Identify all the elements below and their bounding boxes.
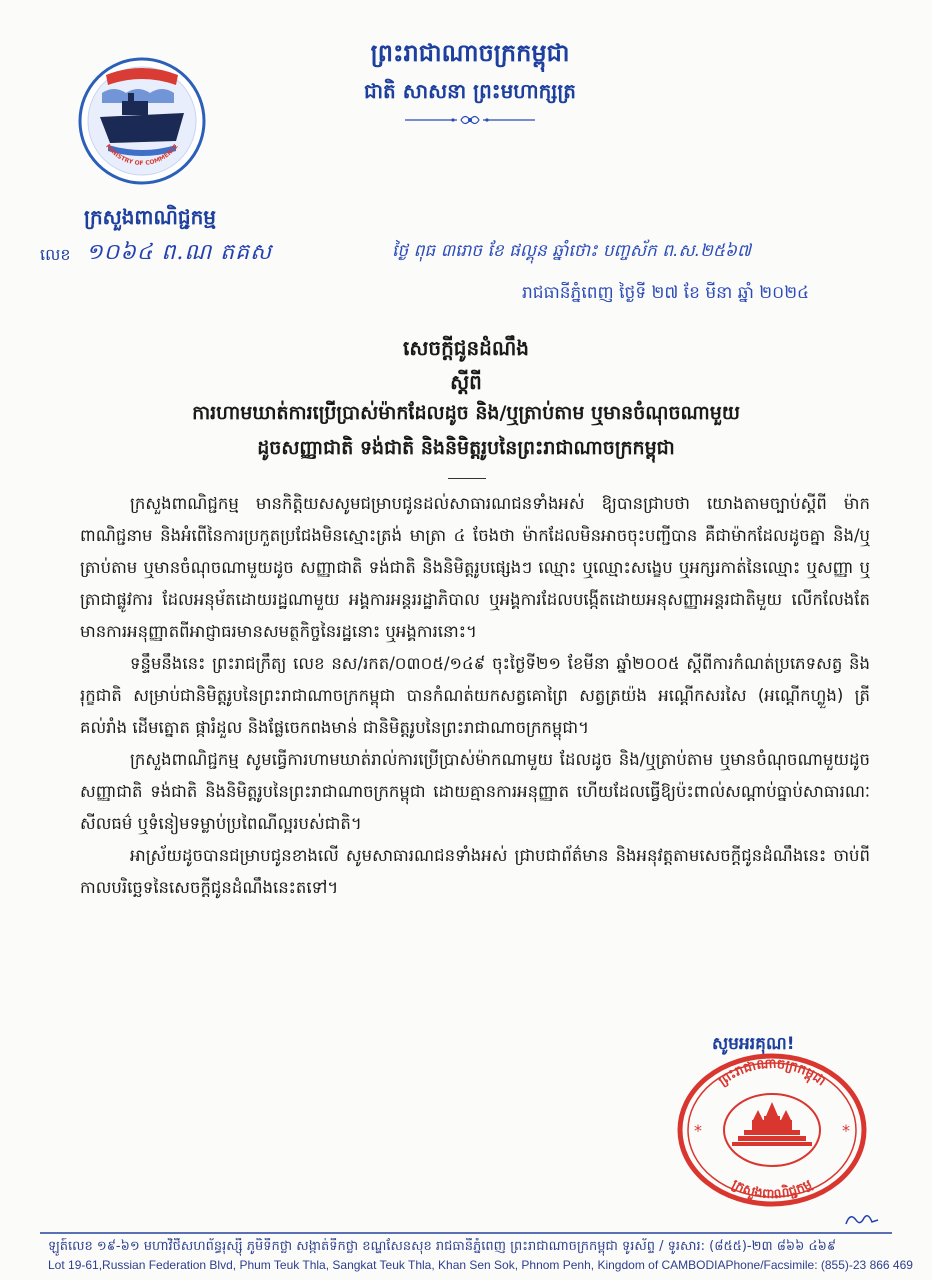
body-paragraph: ទន្ទឹមនឹងនេះ ព្រះរាជក្រឹត្យ លេខ នស/រកត/០៣០៥/១៤៩ ចុះថ្ងៃទី២១ ខែមីនា ឆ្នាំ២០០៥ ស្តីពីការកំណត់ប្រភេទសត្វ និង រុក្ខជាតិ សម្រាប់ជានិមិត្តរូបនៃព្រះរាជាណាចក្រកម្ពុជា បានកំណត់យកសត្វគោព្រៃ សត្វត្រយ៉ង អណ្តើកសរសៃ (អណ្តើកហ្លួង) ត្រីគល់រាំង ដើមត្នោត ផ្ការំដួល និងផ្លែចេកពងមាន់ ជានិមិត្តរូបនៃព្រះរាជាណាចក្រកម្ពុជា។	[80, 654, 870, 737]
lunar-date: ថ្ងៃ ពុធ ៣រោច ខែ ផល្គុន ឆ្នាំថោះ បញ្ចស័ក ព.ស.២៥៦៧	[392, 241, 751, 261]
body-paragraph: ក្រសួងពាណិជ្ជកម្ម សូមធ្វើការហាមឃាត់រាល់ការប្រើប្រាស់ម៉ាកណាមួយ ដែលដូច និង/ឬត្រាប់តាម ឬមានចំណុចណាមួយដូចសញ្ញាជាតិ ទង់ជាតិ និងនិមិត្តរូបនៃព្រះរាជាណាចក្រកម្ពុជា ដោយគ្មានការអនុញ្ញាត ហើយដែលធ្វើឱ្យប៉ះពាល់សណ្តាប់ធ្នាប់សាធារណៈ សីលធម៌ ឬទំនៀមទម្លាប់ប្រពៃណីល្អរបស់ជាតិ។	[80, 750, 870, 833]
body-paragraph: អាស្រ័យដូចបានជម្រាបជូនខាងលើ សូមសាធារណជនទាំងអស់ ជ្រាបជាព័ត៌មាន និងអនុវត្តតាមសេចក្តីជូនដំណឹងនេះ ចាប់ពីកាលបរិច្ឆេទនៃសេចក្តីជូនដំណឹងនេះតទៅ។	[80, 846, 870, 897]
header-ornament-icon	[405, 112, 535, 128]
footer-address-english: Lot 19-61,Russian Federation Blvd, Phum Teuk Thla, Sangkat Teuk Thla, Khan Sen Sok, Phnom Penh, Kingdom of CAMBODIA	[48, 1258, 726, 1272]
seal-bottom-text: ក្រសួងពាណិជ្ជកម្ម	[729, 1177, 815, 1203]
ministry-logo-icon	[76, 55, 208, 187]
body-paragraph: ក្រសួងពាណិជ្ជកម្ម មានកិត្តិយសសូមជម្រាបជូនដល់សាធារណជនទាំងអស់ ឱ្យបានជ្រាបថា យោងតាមច្បាប់ស្តីពី ម៉ាក ពាណិជ្ជនាម និងអំពើនៃការប្រកួតប្រជែងមិនស្មោះត្រង់ មាត្រា ៤ ចែងថា ម៉ាកដែលមិនអាចចុះបញ្ជីបាន គឺជាម៉ាកដែលដូចគ្នា និង/ឬ ត្រាប់តាម ឬមានចំណុចណាមួយដូច សញ្ញាជាតិ ទង់ជាតិ និងនិមិត្តរូបផ្សេងៗ ឈ្មោះ ឬឈ្មោះសង្ខេប ឬអក្សរកាត់នៃឈ្មោះ ឬសញ្ញា ឬត្រាជាផ្លូវការ ដែលអនុម័តដោយរដ្ឋណាមួយ អង្គការអន្តររដ្ឋាភិបាល ឬអង្គការដែលបង្កើតដោយអនុសញ្ញាអន្តរជាតិមួយ លើកលែងតែមានការអនុញ្ញាតពីអាជ្ញាធរមានសមត្ថកិច្ចនៃរដ្ឋនោះ ឬអង្គការនោះ។	[80, 494, 870, 641]
svg-text:*: *	[842, 1121, 850, 1140]
reference-number: ១០៦៤ ព.ណ តគស	[86, 240, 273, 265]
subject-line-1: ការហាមឃាត់ការប្រើប្រាស់ម៉ាកដែលដូច និង/ឬត្រាប់តាម ឬមានចំណុចណាមួយ	[192, 402, 740, 424]
seal-top-text: ព្រះរាជាណាចក្រកម្ពុជា	[715, 1056, 829, 1090]
title-divider	[448, 478, 486, 479]
subject-line-2: ដូចសញ្ញាជាតិ ទង់ជាតិ និងនិមិត្តរូបនៃព្រះរាជាណាចក្រកម្ពុជា	[257, 437, 675, 459]
kingdom-title: ព្រះរាជាណាចក្រកម្ពុជា	[370, 39, 570, 67]
notice-about: ស្តីពី	[450, 370, 482, 394]
signoff: សូមអរគុណ!	[712, 1034, 795, 1054]
footer-address-english-row	[48, 1258, 913, 1272]
svg-text:*: *	[694, 1121, 702, 1140]
logo-caption: MINISTRY OF COMMERCE	[104, 143, 180, 168]
footer-divider	[40, 1232, 892, 1234]
national-motto: ជាតិ សាសនា ព្រះមហាក្សត្រ	[364, 79, 576, 103]
footer-address-khmer: ឡូត៍លេខ ១៩-៦១ មហាវិថីសហព័ន្ធរុស្ស៊ី ភូមិទឹកថ្លា សង្កាត់ទឹកថ្លា ខណ្ឌសែនសុខ រាជធានីភ្នំពេញ ព្រះរាជាណាចក្រកម្ពុជា ទូរស័ព្ទ / ទូរសារ: (៨៥៥)-២៣ ៨៦៦ ៤៦៩	[48, 1239, 837, 1254]
handwritten-initials-icon	[842, 1210, 882, 1230]
civil-date: រាជធានីភ្នំពេញ ថ្ងៃទី ២៧ ខែ មីនា ឆ្នាំ ២០២៤	[522, 283, 810, 303]
notice-title: សេចក្តីជូនដំណឹង	[403, 336, 529, 360]
reference-label: លេខ	[40, 245, 71, 264]
notice-body	[80, 488, 870, 904]
ministry-name: ក្រសួងពាណិជ្ជកម្ម	[84, 205, 216, 229]
footer-phone: Phone/Facsimile: (855)-23 866 469	[725, 1258, 913, 1272]
official-seal-icon	[672, 1050, 872, 1210]
